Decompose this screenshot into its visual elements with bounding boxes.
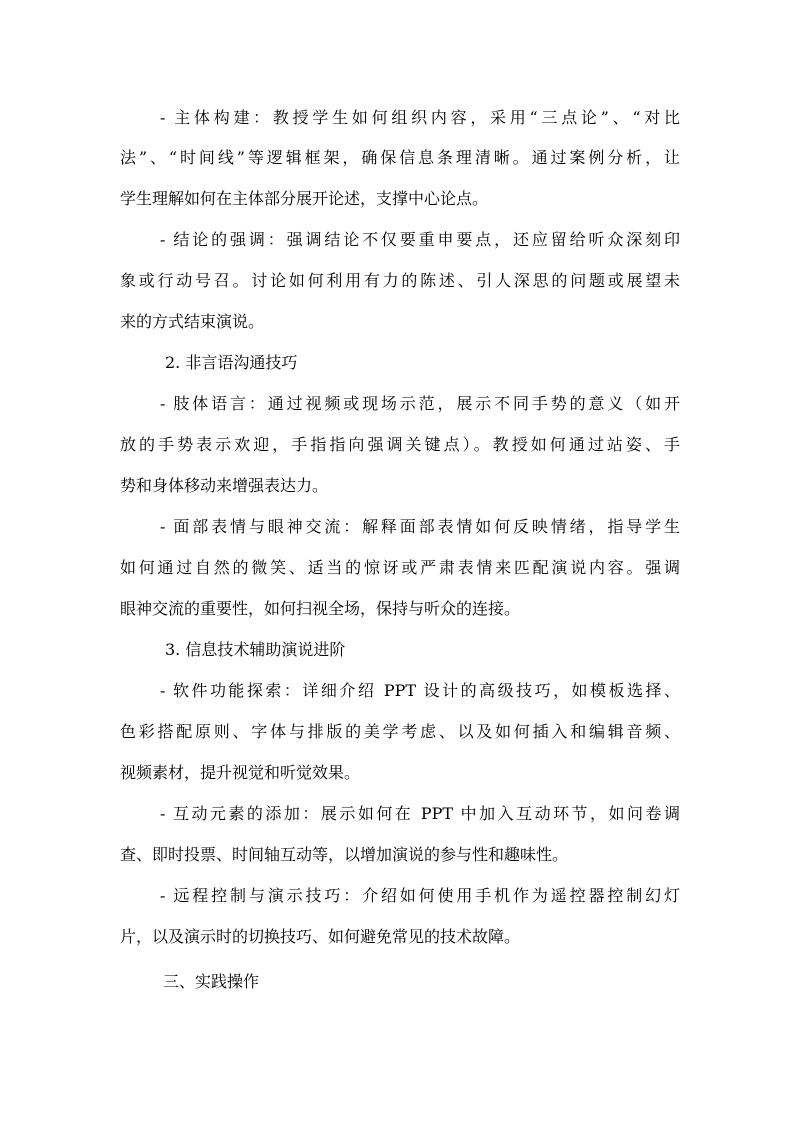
paragraph-line: - 面部表情与眼神交流：解释面部表情如何反映情绪，指导学生: [160, 517, 680, 536]
paragraph-line: - 软件功能探索：详细介绍 PPT 设计的高级技巧，如模板选择、: [160, 681, 680, 700]
paragraph-line: - 结论的强调：强调结论不仅要重申要点，还应留给听众深刻印: [160, 230, 680, 249]
paragraph-line: 来的方式结束演说。: [120, 312, 265, 331]
paragraph-line: 放的手势表示欢迎，手指指向强调关键点）。教授如何通过站姿、手: [120, 435, 680, 454]
paragraph-line: - 主体构建：教授学生如何组织内容，采用“三点论”、“对比: [160, 108, 680, 127]
paragraph-line: 片，以及演示时的切换技巧、如何避免常见的技术故障。: [120, 927, 521, 946]
subheading-nonverbal: 2. 非言语沟通技巧: [165, 353, 298, 372]
paragraph-line: 法”、“时间线”等逻辑框架，确保信息条理清晰。通过案例分析，让: [120, 148, 680, 167]
paragraph-line: 色彩搭配原则、字体与排版的美学考虑、以及如何插入和编辑音频、: [120, 722, 680, 741]
paragraph-line: 眼神交流的重要性，如何扫视全场，保持与听众的连接。: [120, 599, 521, 618]
paragraph-line: - 远程控制与演示技巧：介绍如何使用手机作为遥控器控制幻灯: [160, 886, 680, 905]
paragraph-line: 象或行动号召。讨论如何利用有力的陈述、引人深思的问题或展望未: [120, 271, 680, 290]
paragraph-line: - 肢体语言：通过视频或现场示范，展示不同手势的意义（如开: [160, 394, 680, 413]
paragraph-line: 查、即时投票、时间轴互动等，以增加演说的参与性和趣味性。: [120, 845, 569, 864]
paragraph-line: - 互动元素的添加：展示如何在 PPT 中加入互动环节，如问卷调: [160, 804, 680, 823]
paragraph-line: 势和身体移动来增强表达力。: [120, 476, 329, 495]
paragraph-line: 学生理解如何在主体部分展开论述，支撑中心论点。: [120, 189, 489, 208]
paragraph-line: 视频素材，提升视觉和听觉效果。: [120, 763, 361, 782]
subheading-it-assist: 3. 信息技术辅助演说进阶: [165, 640, 346, 659]
paragraph-line: 如何通过自然的微笑、适当的惊讶或严肃表情来匹配演说内容。强调: [120, 558, 680, 577]
section-heading-practice: 三、实践操作: [163, 972, 260, 991]
